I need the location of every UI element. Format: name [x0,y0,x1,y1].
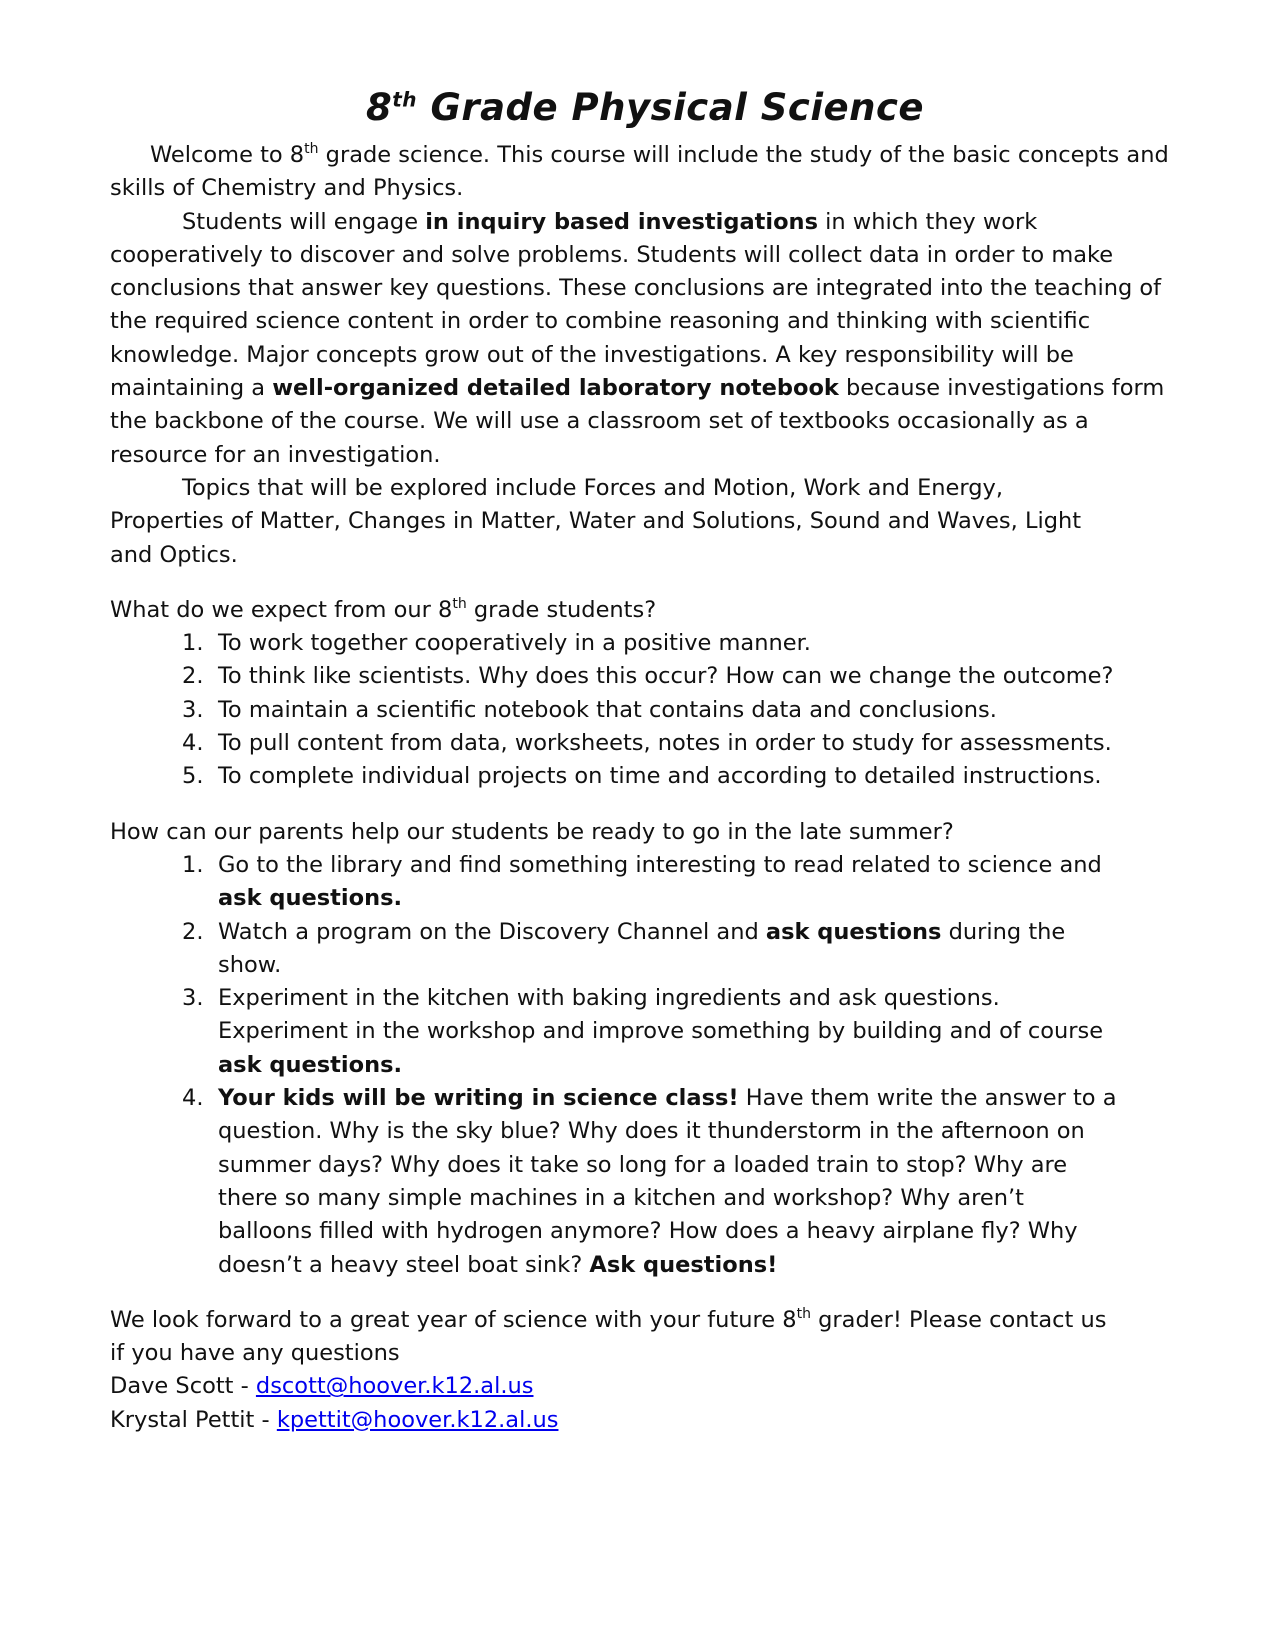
contact-line-dave-scott: Dave Scott - dscott@hoover.k12.al.us [110,1373,534,1400]
parents-list [110,849,1180,1282]
list-item: 5. To complete individual projects on time and according to detailed instructions. [182,763,1102,790]
page-title [110,86,1180,129]
title-superscript: th [392,87,418,112]
intro-paragraph-2: Students will engage in inquiry based investigations in which they work cooperatively to discover and solve problems. Students will collect data in order to make conclusions that answer key questions. These conclusions are integrated into the teaching of the required science content in order to combine reasoning and thinking with scientific knowledge. Major concepts grow out of the investigations. A key responsibility will be maintaining a well-organized detailed laboratory notebook because investigations form the backbone of the course. We will use a classroom set of textbooks occasionally as a resource for an investigation. [110,208,1165,468]
document-page [110,86,1180,1437]
list-item: 4. Your kids will be writing in science class! Have them write the answer to a question. Why is the sky blue? Why does it thunderstorm in the afternoon on summer days? Why does it take so long for a loaded train to stop? Why are there so many simple machines in a kitchen and workshop? Why aren’t balloons filled with hydrogen anymore? How does a heavy airplane fly? Why doesn’t a heavy steel boat sink? Ask questions! [182,1085,1117,1278]
expect-list [110,627,1180,793]
title-number: 8 [366,86,393,129]
expect-heading: What do we expect from our 8th grade students? [110,595,657,623]
closing-paragraph: We look forward to a great year of science with your future 8th grader! Please contact us if you have any questions [110,1305,1107,1367]
list-item: 1. Go to the library and find something interesting to read related to science and ask questions. [182,851,1102,912]
list-item: 2. To think like scientists. Why does this occur? How can we change the outcome? [182,663,1114,690]
intro-paragraph-1: Welcome to 8th grade science. This course will include the study of the basic concepts and skills of Chemistry and Physics. [110,141,1169,202]
list-item: 4. To pull content from data, worksheets, notes in order to study for assessments. [182,730,1112,757]
list-item: 3. Experiment in the kitchen with baking ingredients and ask questions. Experiment in the workshop and improve something by building and of course ask questions. [182,985,1104,1078]
list-item: 2. Watch a program on the Discovery Channel and ask questions during the show. [182,918,1066,978]
parents-heading: How can our parents help our students be ready to go in the late summer? [110,818,954,845]
list-item: 3. To maintain a scientific notebook that contains data and conclusions. [182,696,997,723]
list-item: 1. To work together cooperatively in a positive manner. [182,630,811,657]
title-text: Grade Physical Science [430,86,924,129]
email-link-kpettit[interactable]: kpettit@hoover.k12.al.us [276,1406,559,1433]
contact-line-krystal-pettit: Krystal Pettit - kpettit@hoover.k12.al.us [110,1406,559,1433]
topics-paragraph: Topics that will be explored include Forces and Motion, Work and Energy, Properties of Matter, Changes in Matter, Water and Solutions, Sound and Waves, Light and Optics. [110,474,1082,568]
email-link-dscott[interactable]: dscott@hoover.k12.al.us [255,1373,534,1400]
